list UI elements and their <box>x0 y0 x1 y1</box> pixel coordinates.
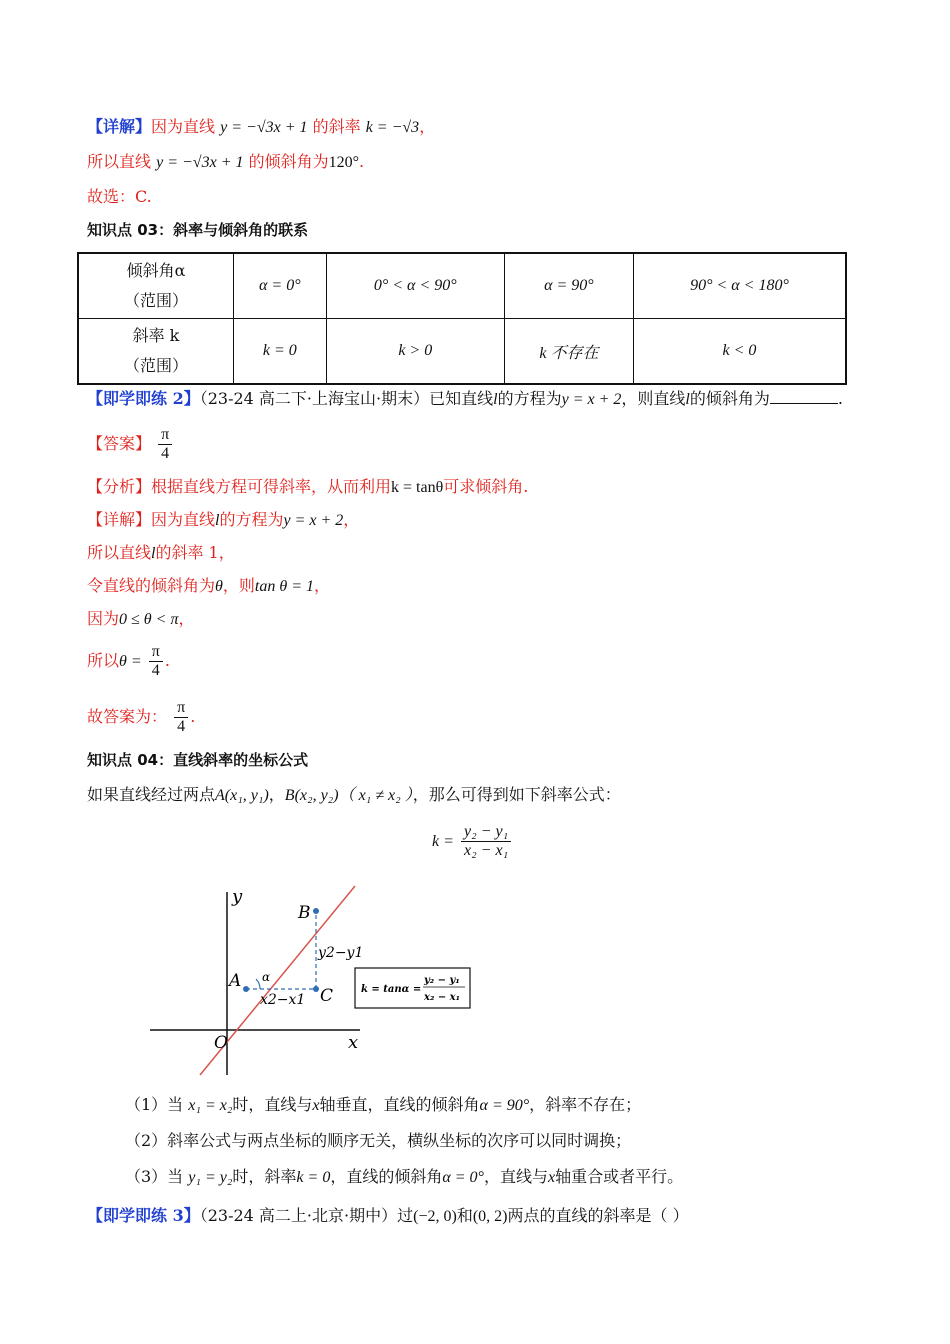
detail-2-line-2 <box>87 542 235 565</box>
text: 已知直线 <box>429 389 494 408</box>
answer-blank <box>770 389 838 404</box>
var-x: x <box>547 1169 556 1186</box>
text: ， <box>314 576 331 595</box>
detail-tag: 【详解】 <box>87 117 152 136</box>
text: 因为直线 <box>151 117 216 136</box>
text: . <box>837 389 843 408</box>
row-head: 斜率 k <box>132 326 180 345</box>
row-sub: （范围） <box>123 291 188 310</box>
equation: θ = <box>119 653 142 670</box>
denominator: 4 <box>161 445 170 462</box>
text: 的倾斜角为 <box>689 389 770 408</box>
point-b-label: B <box>298 903 311 923</box>
detail-line-2 <box>87 151 364 174</box>
point-1: (−2, 0) <box>413 1208 457 1225</box>
equation: x₁ = x₂ <box>188 1097 233 1114</box>
text: 的方程为 <box>497 389 562 408</box>
text: 轴垂直，直线的倾斜角 <box>319 1095 480 1114</box>
detail-2-line-4 <box>87 608 194 631</box>
row-head: 倾斜角α <box>126 261 186 280</box>
detail-tag: 【详解】 <box>87 510 152 529</box>
row-sub: （范围） <box>123 356 188 375</box>
text: . <box>190 707 196 726</box>
detail-2-line-1 <box>87 509 359 532</box>
vertical-leg-label: y2−y1 <box>318 945 364 961</box>
exercise-3 <box>87 1205 689 1228</box>
slope-diagram <box>140 880 485 1080</box>
equation: tan θ = 1 <box>254 578 314 595</box>
text: 和 <box>456 1206 473 1225</box>
table-cell: k > 0 <box>326 319 504 385</box>
source: （23-24 高二上·北京·期中） <box>199 1206 398 1225</box>
source: （23-24 高二下·上海宝山·期末） <box>199 389 430 408</box>
box-lhs: k = tanα = <box>361 984 422 995</box>
numerator: π <box>174 699 188 718</box>
point-2: (0, 2) <box>472 1208 508 1225</box>
text: ， <box>268 785 285 804</box>
text: 的方程为 <box>219 510 284 529</box>
text: ， <box>343 510 360 529</box>
equation: y = x + 2 <box>283 512 344 529</box>
text: ，那么可得到如下斜率公式： <box>412 785 621 804</box>
detail-2-line-6 <box>87 699 195 736</box>
table-cell: k = 0 <box>234 319 327 385</box>
text: ，直线的倾斜角 <box>330 1167 443 1186</box>
answer-tag: 【答案】 <box>87 434 152 453</box>
analysis-tag: 【分析】 <box>87 477 152 496</box>
fraction <box>158 426 172 463</box>
var-l: l <box>151 545 156 562</box>
equation: k = −√3 <box>365 119 420 136</box>
text: 故答案为： <box>87 707 168 726</box>
text: ，则 <box>222 576 255 595</box>
text: 轴重合或者平行。 <box>555 1167 684 1186</box>
text: . <box>164 651 170 670</box>
table-cell: 0° < α < 90° <box>326 253 504 319</box>
text: ， <box>178 609 195 628</box>
origin-label: O <box>214 1033 228 1053</box>
text: ， <box>419 117 436 136</box>
equation: y₁ = y₂ <box>188 1169 233 1186</box>
angle-value: 120° <box>328 154 359 171</box>
text: 根据直线方程可得斜率，从而利用 <box>151 477 392 496</box>
text: 两点的直线的斜率是（ ） <box>507 1206 689 1225</box>
detail-2-line-5 <box>87 643 170 680</box>
denominator: 4 <box>151 662 160 679</box>
answer-line <box>87 426 174 463</box>
table-cell: α = 0° <box>234 253 327 319</box>
horizontal-leg-label: x2−x1 <box>260 992 306 1008</box>
slope-formula <box>432 823 513 860</box>
equation: α = 90° <box>479 1097 530 1114</box>
y-axis-label: y <box>232 886 243 907</box>
text: 时，斜率 <box>232 1167 297 1186</box>
table-cell: α = 90° <box>504 253 633 319</box>
var-l: l <box>685 391 690 408</box>
text: （1）当 <box>125 1095 184 1114</box>
text: 可求倾斜角. <box>443 477 529 496</box>
numerator: y₂ − y₁ <box>461 823 511 842</box>
equation: k = tanθ <box>391 479 444 496</box>
detail-line-1 <box>87 116 435 139</box>
text: （3）当 <box>125 1167 184 1186</box>
exercise-tag: 【即学即练 3】 <box>87 1206 200 1225</box>
text: 的斜率 1， <box>155 543 235 562</box>
fraction <box>149 643 163 680</box>
point-a-dot <box>243 986 249 992</box>
equation: y = x + 2 <box>561 391 622 408</box>
fraction <box>461 823 511 860</box>
section-title-kp04: 知识点 04：直线斜率的坐标公式 <box>87 751 309 769</box>
exercise-2 <box>87 388 843 411</box>
denominator: x₂ − x₁ <box>464 842 509 859</box>
text: . <box>359 152 365 171</box>
equation: α = 0° <box>442 1169 484 1186</box>
text: 令直线的倾斜角为 <box>87 576 216 595</box>
numerator: π <box>158 426 172 445</box>
var-l: l <box>215 512 220 529</box>
x-axis-label: x <box>348 1032 359 1053</box>
text: 的倾斜角为 <box>248 152 329 171</box>
table-cell: 90° < α < 180° <box>633 253 846 319</box>
equation: k = 0 <box>296 1169 331 1186</box>
exercise-tag: 【即学即练 2】 <box>87 389 200 408</box>
choice-line: 故选：C. <box>87 187 152 206</box>
point-c-label: C <box>320 986 334 1006</box>
fraction <box>174 699 188 736</box>
var-l: l <box>493 391 498 408</box>
text: 所以 <box>87 651 120 670</box>
point-a: A(x₁, y₁) <box>215 787 269 804</box>
text: ，直线与 <box>483 1167 548 1186</box>
condition: （ x₁ ≠ x₂ ） <box>338 787 413 804</box>
equation: y = −√3x + 1 <box>156 154 244 171</box>
table-cell: k 不存在 <box>504 319 633 385</box>
table-header-cell <box>78 253 234 319</box>
point-b: B(x₂, y₂) <box>284 787 339 804</box>
section-title-kp03: 知识点 03：斜率与倾斜角的联系 <box>87 221 309 239</box>
point-a-label: A <box>229 971 242 991</box>
angle-arc <box>256 979 260 989</box>
table-header-cell <box>78 319 234 385</box>
text: 因为 <box>87 609 120 628</box>
text: 所以直线 <box>87 152 152 171</box>
formula-lhs: k = <box>432 833 454 850</box>
alpha-label: α <box>262 970 271 984</box>
text: 所以直线 <box>87 543 152 562</box>
box-denominator: x₂ − x₁ <box>424 992 461 1003</box>
detail-2-line-3 <box>87 575 330 598</box>
text: 的斜率 <box>312 117 361 136</box>
text: ，斜率不存在； <box>529 1095 642 1114</box>
text: 过 <box>397 1206 414 1225</box>
note-3 <box>125 1166 683 1189</box>
point-c-dot <box>313 986 319 992</box>
note-2: （2）斜率公式与两点坐标的顺序无关，横纵坐标的次序可以同时调换； <box>125 1131 632 1150</box>
text: 如果直线经过两点 <box>87 785 216 804</box>
text: 时，直线与 <box>232 1095 313 1114</box>
note-1 <box>125 1094 641 1117</box>
var-theta: θ <box>215 578 223 595</box>
slope-angle-table <box>77 252 847 385</box>
text: 因为直线 <box>151 510 216 529</box>
point-b-dot <box>313 908 319 914</box>
table-cell: k < 0 <box>633 319 846 385</box>
numerator: π <box>149 643 163 662</box>
equation: y = −√3x + 1 <box>220 119 308 136</box>
equation: 0 ≤ θ < π <box>119 611 179 628</box>
denominator: 4 <box>177 718 186 735</box>
text: ，则直线 <box>621 389 686 408</box>
kp04-intro <box>87 784 621 807</box>
analysis-line <box>87 476 528 499</box>
box-numerator: y₂ − y₁ <box>424 975 460 986</box>
var-x: x <box>312 1097 320 1114</box>
